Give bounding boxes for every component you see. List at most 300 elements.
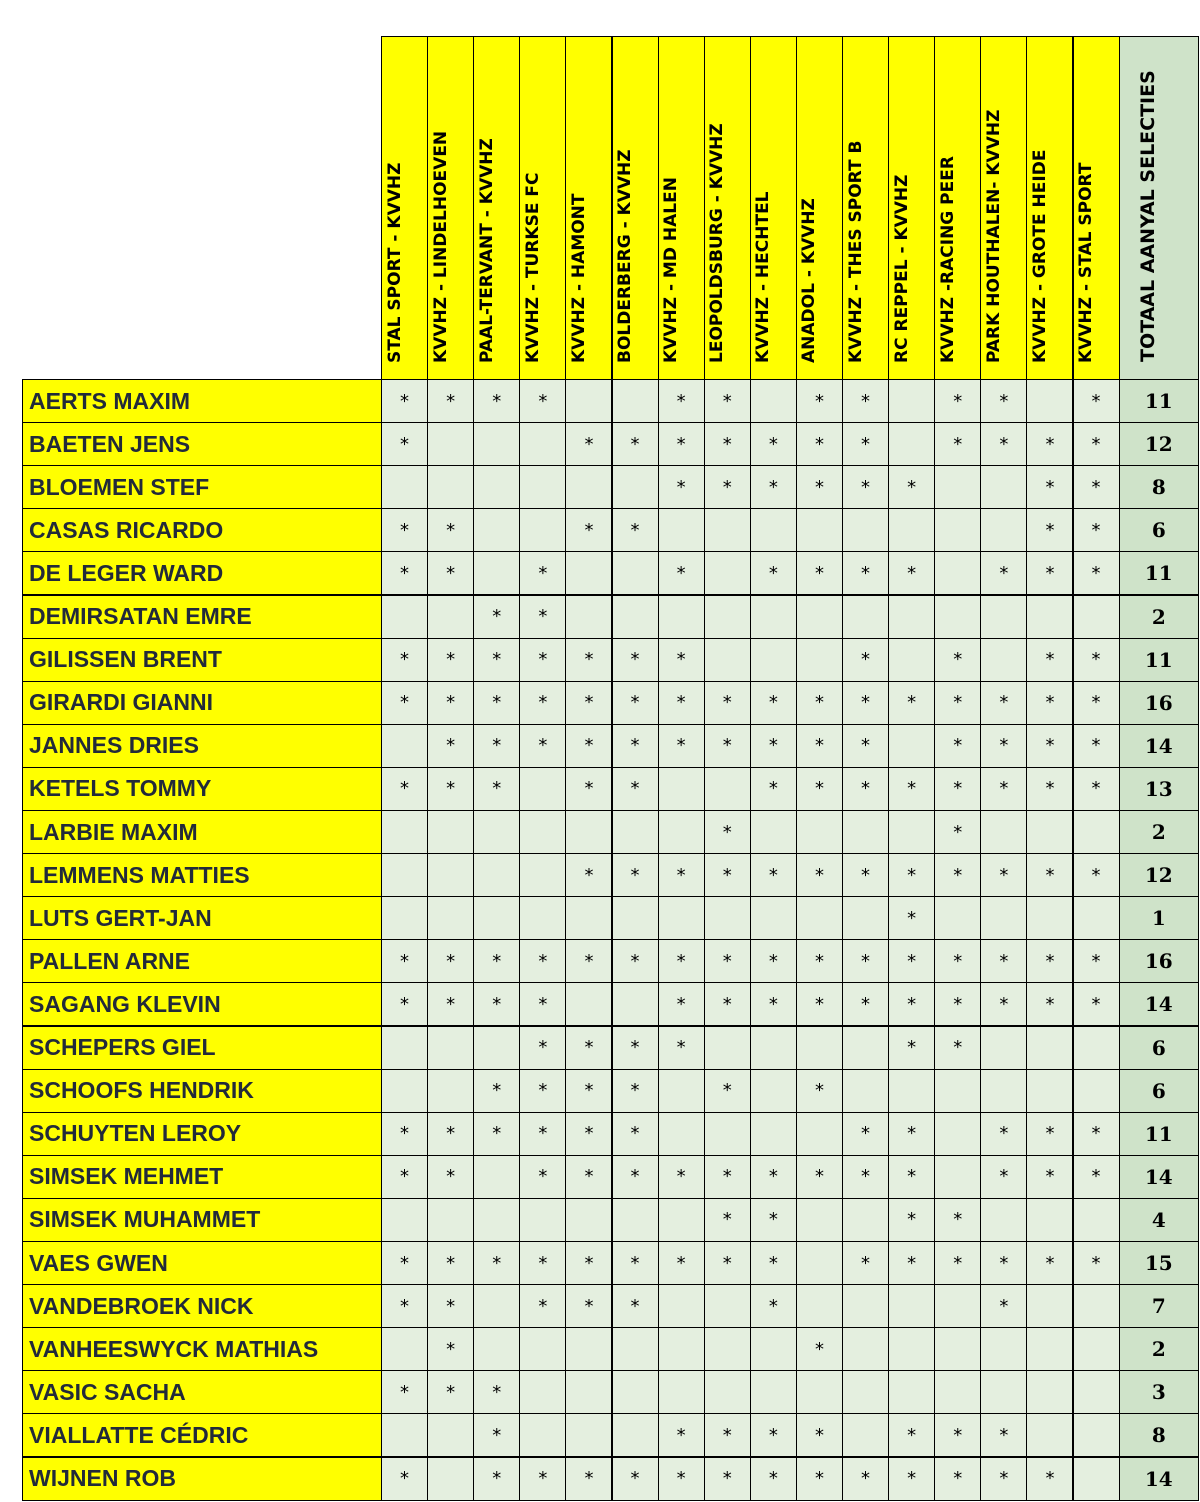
selection-cell: * xyxy=(381,379,428,423)
player-total: 2 xyxy=(1119,810,1199,854)
selection-cell: * xyxy=(704,724,751,768)
selection-cell: * xyxy=(427,1241,474,1285)
selection-cell: * xyxy=(888,1026,935,1070)
selection-cell xyxy=(658,1284,705,1328)
selection-cell: * xyxy=(934,810,981,854)
match-header xyxy=(612,36,659,380)
selection-cell xyxy=(612,1370,659,1414)
selection-cell: * xyxy=(796,767,843,811)
selection-cell xyxy=(796,508,843,552)
selection-cell: * xyxy=(658,465,705,509)
selection-cell: * xyxy=(519,1241,566,1285)
match-header-label: KVVHZ - TURKSE FC xyxy=(522,172,543,363)
selection-cell: * xyxy=(1073,551,1120,595)
player-total: 7 xyxy=(1119,1284,1199,1328)
selection-cell: * xyxy=(934,767,981,811)
selection-cell: * xyxy=(888,896,935,940)
selection-cell: * xyxy=(519,1112,566,1156)
selection-cell xyxy=(934,551,981,595)
selection-cell xyxy=(980,1327,1027,1371)
selection-cell xyxy=(842,508,889,552)
selection-cell xyxy=(658,896,705,940)
selection-cell xyxy=(1026,1413,1073,1457)
player-total: 6 xyxy=(1119,508,1199,552)
selection-cell xyxy=(658,508,705,552)
selection-cell: * xyxy=(888,1198,935,1242)
selection-cell: * xyxy=(473,767,520,811)
match-header xyxy=(842,36,889,380)
selection-cell: * xyxy=(704,810,751,854)
match-header-label: PARK HOUTHALEN- KVVHZ xyxy=(983,109,1004,363)
match-header-label: KVVHZ - HAMONT xyxy=(568,193,589,363)
selection-cell: * xyxy=(842,1155,889,1199)
selection-cell: * xyxy=(381,1112,428,1156)
selection-cell xyxy=(1073,1413,1120,1457)
selection-cell: * xyxy=(427,767,474,811)
selection-cell xyxy=(427,422,474,466)
selection-cell: * xyxy=(980,1413,1027,1457)
selection-cell: * xyxy=(842,1112,889,1156)
selection-cell: * xyxy=(565,1241,612,1285)
selection-cell: * xyxy=(704,422,751,466)
selection-cell: * xyxy=(934,1026,981,1070)
selection-cell: * xyxy=(612,422,659,466)
selection-cell: * xyxy=(473,1413,520,1457)
selection-cell: * xyxy=(980,1155,1027,1199)
selection-cell xyxy=(658,1069,705,1113)
selection-cell xyxy=(381,1327,428,1371)
selection-cell xyxy=(934,1327,981,1371)
selection-cell: * xyxy=(750,465,797,509)
selection-cell xyxy=(796,638,843,682)
selection-cell: * xyxy=(658,982,705,1026)
selection-cell xyxy=(565,810,612,854)
player-total: 14 xyxy=(1119,1155,1199,1199)
selection-cell: * xyxy=(658,551,705,595)
selection-cell xyxy=(565,551,612,595)
selection-cell: * xyxy=(473,681,520,725)
selection-cell: * xyxy=(473,724,520,768)
selection-cell: * xyxy=(934,982,981,1026)
selection-cell: * xyxy=(888,939,935,983)
match-header xyxy=(519,36,566,380)
selection-cell: * xyxy=(980,681,1027,725)
player-total: 15 xyxy=(1119,1241,1199,1285)
selection-cell: * xyxy=(519,1155,566,1199)
player-name: BAETEN JENS xyxy=(22,422,382,466)
selection-cell: * xyxy=(381,1370,428,1414)
selection-cell xyxy=(658,1327,705,1371)
selection-cell xyxy=(934,1370,981,1414)
selection-cell xyxy=(519,465,566,509)
selection-cell: * xyxy=(658,1241,705,1285)
selection-cell xyxy=(427,853,474,897)
selection-cell xyxy=(519,767,566,811)
selection-cell: * xyxy=(1073,1112,1120,1156)
selection-cell: * xyxy=(1073,982,1120,1026)
player-name: VAES GWEN xyxy=(22,1241,382,1285)
selection-cell xyxy=(796,1241,843,1285)
selection-cell: * xyxy=(519,638,566,682)
selection-cell xyxy=(519,422,566,466)
player-total: 11 xyxy=(1119,1112,1199,1156)
selection-cell: * xyxy=(796,379,843,423)
selection-cell: * xyxy=(796,465,843,509)
player-name: CASAS RICARDO xyxy=(22,508,382,552)
selection-cell xyxy=(381,595,428,639)
selection-cell xyxy=(750,638,797,682)
match-header-label: LEOPOLDSBURG - KVVHZ xyxy=(707,123,728,363)
selection-cell: * xyxy=(1073,767,1120,811)
selection-cell: * xyxy=(842,551,889,595)
player-name: LARBIE MAXIM xyxy=(22,810,382,854)
selection-cell: * xyxy=(1026,724,1073,768)
selection-cell xyxy=(842,1413,889,1457)
selection-cell: * xyxy=(750,551,797,595)
selection-cell: * xyxy=(888,681,935,725)
selection-cell xyxy=(381,853,428,897)
selection-cell: * xyxy=(565,1457,612,1501)
selection-cell xyxy=(750,1327,797,1371)
selection-cell: * xyxy=(1026,1241,1073,1285)
selection-cell: * xyxy=(842,1241,889,1285)
selection-cell xyxy=(1073,1457,1120,1501)
player-name: JANNES DRIES xyxy=(22,724,382,768)
selection-cell: * xyxy=(612,1155,659,1199)
player-total: 2 xyxy=(1119,1327,1199,1371)
selection-cell xyxy=(427,465,474,509)
selection-cell xyxy=(1073,1327,1120,1371)
selection-cell: * xyxy=(704,853,751,897)
selection-cell: * xyxy=(427,638,474,682)
selection-cell xyxy=(381,1198,428,1242)
selection-cell: * xyxy=(980,1112,1027,1156)
selection-cell xyxy=(612,896,659,940)
selection-cell: * xyxy=(796,681,843,725)
selection-cell: * xyxy=(381,1241,428,1285)
selection-cell: * xyxy=(934,853,981,897)
selection-cell: * xyxy=(888,1413,935,1457)
selection-cell: * xyxy=(658,422,705,466)
match-header xyxy=(658,36,705,380)
selection-cell: * xyxy=(427,939,474,983)
selection-cell: * xyxy=(519,1284,566,1328)
selection-cell xyxy=(658,595,705,639)
match-header xyxy=(381,36,428,380)
selection-cell: * xyxy=(980,982,1027,1026)
selection-cell xyxy=(750,508,797,552)
selection-cell xyxy=(888,422,935,466)
selection-cell: * xyxy=(750,1155,797,1199)
selection-cell: * xyxy=(934,638,981,682)
selection-cell: * xyxy=(842,1457,889,1501)
selection-cell: * xyxy=(427,982,474,1026)
selection-cell: * xyxy=(1073,724,1120,768)
selection-cell: * xyxy=(1073,1155,1120,1199)
selection-cell xyxy=(750,595,797,639)
match-header-label: KVVHZ - THES SPORT B xyxy=(845,140,866,363)
selection-cell xyxy=(473,422,520,466)
selection-cell xyxy=(519,1327,566,1371)
selection-cell: * xyxy=(1073,422,1120,466)
selection-cell xyxy=(612,1413,659,1457)
selection-cell: * xyxy=(473,1069,520,1113)
selection-cell xyxy=(1073,1198,1120,1242)
selection-cell xyxy=(704,1284,751,1328)
selection-cell: * xyxy=(1073,1241,1120,1285)
selection-cell xyxy=(842,810,889,854)
selection-cell: * xyxy=(888,1241,935,1285)
player-total: 2 xyxy=(1119,595,1199,639)
selection-cell: * xyxy=(842,465,889,509)
selection-cell: * xyxy=(1026,939,1073,983)
selection-cell xyxy=(934,1284,981,1328)
selection-cell: * xyxy=(612,939,659,983)
selection-cell: * xyxy=(796,724,843,768)
selection-cell: * xyxy=(1073,508,1120,552)
player-name: SIMSEK MUHAMMET xyxy=(22,1198,382,1242)
match-header-label: KVVHZ - HECHTEL xyxy=(753,191,774,363)
match-header xyxy=(565,36,612,380)
selection-cell: * xyxy=(519,595,566,639)
selection-cell: * xyxy=(519,724,566,768)
selection-cell: * xyxy=(612,1026,659,1070)
selection-cell xyxy=(612,379,659,423)
player-name: SAGANG KLEVIN xyxy=(22,982,382,1026)
selection-cell: * xyxy=(519,1026,566,1070)
selection-cell: * xyxy=(565,681,612,725)
selection-cell xyxy=(888,508,935,552)
selection-cell: * xyxy=(612,1241,659,1285)
selection-cell xyxy=(1026,1370,1073,1414)
selection-cell: * xyxy=(473,1370,520,1414)
selection-cell: * xyxy=(427,1327,474,1371)
selection-cell xyxy=(1073,1026,1120,1070)
selection-cell: * xyxy=(888,1155,935,1199)
selection-cell: * xyxy=(427,508,474,552)
selection-cell xyxy=(888,595,935,639)
selection-cell xyxy=(519,896,566,940)
selection-cell xyxy=(888,638,935,682)
player-total: 11 xyxy=(1119,638,1199,682)
selection-cell xyxy=(473,810,520,854)
selection-cell: * xyxy=(888,465,935,509)
selection-cell: * xyxy=(796,1069,843,1113)
selection-cell xyxy=(427,810,474,854)
selection-cell xyxy=(381,724,428,768)
selection-cell: * xyxy=(381,982,428,1026)
match-header xyxy=(934,36,981,380)
match-header-label: KVVHZ -RACING PEER xyxy=(937,156,958,363)
selection-cell: * xyxy=(381,681,428,725)
selection-cell xyxy=(842,1026,889,1070)
selection-cell: * xyxy=(612,638,659,682)
selection-cell: * xyxy=(612,767,659,811)
selection-cell xyxy=(980,595,1027,639)
selection-cell: * xyxy=(980,551,1027,595)
selection-cell xyxy=(888,724,935,768)
selection-cell: * xyxy=(565,508,612,552)
selection-cell xyxy=(796,896,843,940)
selection-cell xyxy=(980,1026,1027,1070)
player-total: 13 xyxy=(1119,767,1199,811)
player-total: 8 xyxy=(1119,465,1199,509)
selection-cell xyxy=(750,896,797,940)
selection-cell: * xyxy=(980,724,1027,768)
selection-cell: * xyxy=(612,1112,659,1156)
selection-cell: * xyxy=(842,982,889,1026)
selection-cell xyxy=(888,1370,935,1414)
match-header xyxy=(427,36,474,380)
selection-cell xyxy=(934,1112,981,1156)
selection-cell xyxy=(1073,1284,1120,1328)
selection-cell xyxy=(565,595,612,639)
selection-cell xyxy=(796,1198,843,1242)
selection-cell: * xyxy=(842,724,889,768)
selection-cell xyxy=(427,1457,474,1501)
selection-cell xyxy=(888,1327,935,1371)
selection-cell xyxy=(473,1155,520,1199)
selection-cell: * xyxy=(519,982,566,1026)
selection-cell xyxy=(473,1026,520,1070)
selection-cell xyxy=(1026,1026,1073,1070)
selection-cell: * xyxy=(796,422,843,466)
selection-cell xyxy=(980,1198,1027,1242)
selection-cell xyxy=(842,595,889,639)
player-name: BLOEMEN STEF xyxy=(22,465,382,509)
selection-cell xyxy=(519,853,566,897)
selection-cell xyxy=(796,595,843,639)
selection-cell xyxy=(704,595,751,639)
selection-cell xyxy=(473,465,520,509)
selection-cell xyxy=(980,465,1027,509)
selection-cell xyxy=(796,1026,843,1070)
selection-cell xyxy=(658,1370,705,1414)
selection-cell xyxy=(980,1370,1027,1414)
selection-cell: * xyxy=(888,767,935,811)
player-total: 11 xyxy=(1119,551,1199,595)
selection-cell: * xyxy=(381,939,428,983)
selection-cell xyxy=(704,767,751,811)
selection-cell xyxy=(1026,896,1073,940)
selection-cell xyxy=(612,810,659,854)
selection-cell xyxy=(704,508,751,552)
selection-cell xyxy=(1026,1327,1073,1371)
selection-cell xyxy=(980,896,1027,940)
selection-cell: * xyxy=(750,724,797,768)
selection-cell: * xyxy=(427,379,474,423)
selection-cell xyxy=(427,1198,474,1242)
selection-cell: * xyxy=(1026,508,1073,552)
selection-cell: * xyxy=(704,1155,751,1199)
selection-cell xyxy=(658,810,705,854)
selection-cell xyxy=(1026,810,1073,854)
selection-cell xyxy=(704,1112,751,1156)
selection-cell: * xyxy=(381,1457,428,1501)
selection-cell xyxy=(473,551,520,595)
selection-cell xyxy=(842,896,889,940)
selection-cell: * xyxy=(796,939,843,983)
player-name: DEMIRSATAN EMRE xyxy=(22,595,382,639)
total-header xyxy=(1119,36,1199,380)
selection-cell: * xyxy=(612,1069,659,1113)
selection-cell: * xyxy=(612,853,659,897)
selection-cell: * xyxy=(750,422,797,466)
selection-cell xyxy=(704,1327,751,1371)
selection-cell: * xyxy=(980,939,1027,983)
selection-cell: * xyxy=(750,1241,797,1285)
match-header-label: KVVHZ - MD HALEN xyxy=(661,177,682,363)
match-header xyxy=(980,36,1027,380)
selection-cell: * xyxy=(842,379,889,423)
selection-cell: * xyxy=(704,1069,751,1113)
selection-cell xyxy=(704,896,751,940)
selection-cell: * xyxy=(980,767,1027,811)
selection-cell xyxy=(565,465,612,509)
selection-cell: * xyxy=(796,1457,843,1501)
selection-cell: * xyxy=(519,379,566,423)
selection-cell xyxy=(980,508,1027,552)
selection-cell: * xyxy=(427,681,474,725)
player-name: DE LEGER WARD xyxy=(22,551,382,595)
player-total: 12 xyxy=(1119,853,1199,897)
selection-cell xyxy=(980,810,1027,854)
selection-cell: * xyxy=(381,422,428,466)
selection-cell xyxy=(565,1370,612,1414)
match-header-label: RC REPPEL - KVVHZ xyxy=(891,174,912,363)
player-name: VANHEESWYCK MATHIAS xyxy=(22,1327,382,1371)
selection-cell xyxy=(980,1069,1027,1113)
selection-cell: * xyxy=(980,379,1027,423)
selection-cell xyxy=(1073,1069,1120,1113)
selection-cell xyxy=(750,1370,797,1414)
match-header xyxy=(704,36,751,380)
selection-cell: * xyxy=(842,853,889,897)
selection-cell: * xyxy=(658,1026,705,1070)
selection-cell: * xyxy=(473,638,520,682)
match-header xyxy=(796,36,843,380)
selection-cell xyxy=(612,551,659,595)
selection-cell xyxy=(704,638,751,682)
match-header-label: KVVHZ - GROTE HEIDE xyxy=(1029,149,1050,363)
selection-cell: * xyxy=(934,379,981,423)
selection-cell xyxy=(750,1112,797,1156)
selection-cell xyxy=(1073,810,1120,854)
selection-cell: * xyxy=(658,379,705,423)
selection-cell: * xyxy=(519,551,566,595)
match-header xyxy=(473,36,520,380)
selection-cell xyxy=(473,1198,520,1242)
selection-cell xyxy=(934,465,981,509)
selection-cell xyxy=(473,508,520,552)
selection-cell: * xyxy=(1073,379,1120,423)
player-name: SCHUYTEN LEROY xyxy=(22,1112,382,1156)
selection-cell: * xyxy=(473,1241,520,1285)
selection-cell: * xyxy=(565,422,612,466)
match-header xyxy=(1073,36,1120,380)
selection-cell: * xyxy=(934,1198,981,1242)
selection-cell xyxy=(381,810,428,854)
selection-cell xyxy=(612,1327,659,1371)
player-name: SCHEPERS GIEL xyxy=(22,1026,382,1070)
selection-cell: * xyxy=(381,1284,428,1328)
selection-cell: * xyxy=(980,1457,1027,1501)
selection-cell: * xyxy=(842,767,889,811)
selection-cell xyxy=(519,1370,566,1414)
selection-cell: * xyxy=(519,681,566,725)
selection-cell: * xyxy=(750,767,797,811)
player-name: WIJNEN ROB xyxy=(22,1457,382,1501)
